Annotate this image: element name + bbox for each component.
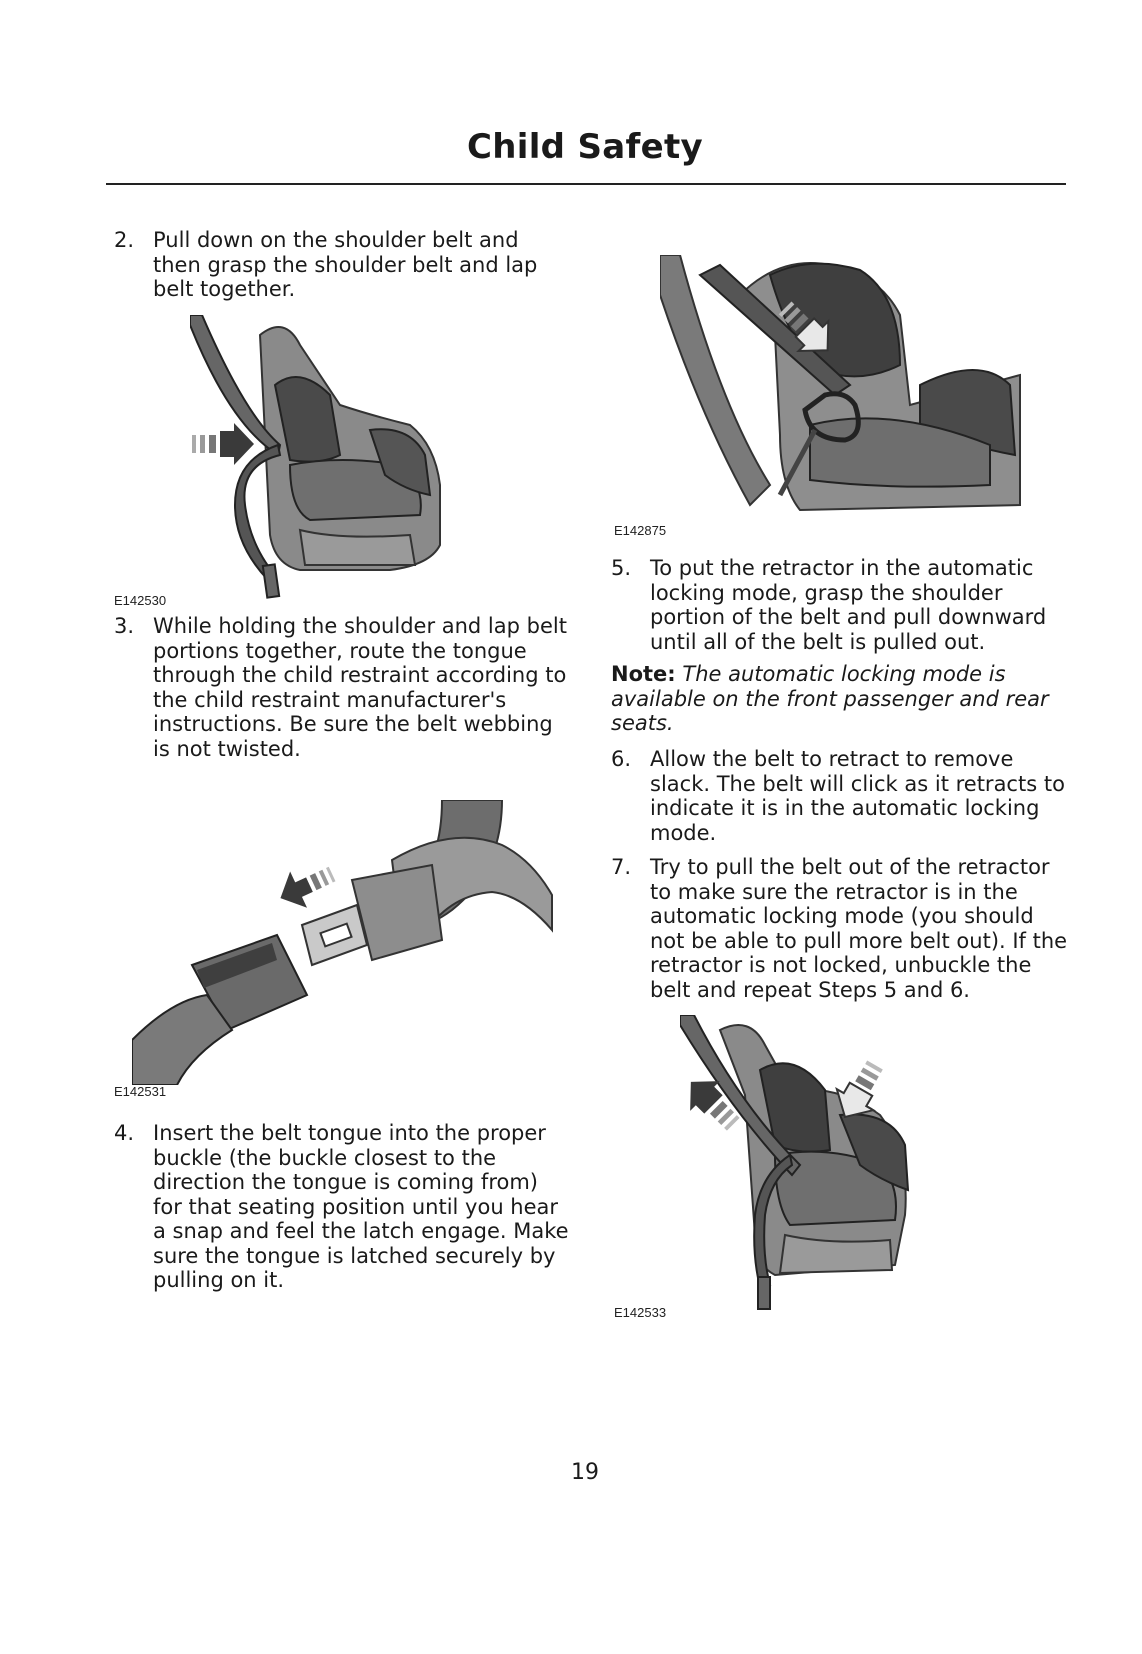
- page-title: Child Safety: [467, 127, 703, 167]
- arrow-icon: [192, 423, 254, 465]
- step-text: Pull down on the shoulder belt and then grasp the shoulder belt and lap belt together.: [153, 228, 538, 301]
- step-number: 2.: [114, 228, 135, 252]
- page-number: 19: [571, 1460, 599, 1485]
- step-text: Try to pull the belt out of the retractor to make sure the retractor is in the automatic locking mode (you should not be able to pull more belt out). If the retractor is not locked, unbuckle the belt and repeat Steps 5 and 6.: [650, 855, 1068, 1002]
- title-divider: [106, 183, 1066, 185]
- child-seat-illustration-2: [660, 255, 1025, 515]
- step-5: [611, 556, 1073, 654]
- child-seat-illustration-1: [190, 315, 460, 615]
- step-number: 6.: [611, 747, 632, 771]
- step-number: 4.: [114, 1121, 135, 1145]
- belt-buckle-illustration: [132, 800, 558, 1085]
- step-7: [611, 855, 1073, 1002]
- note-label: Note:: [611, 662, 676, 686]
- step-text: Insert the belt tongue into the proper buckle (the buckle closest to the direction the tongue is coming from) for that seating position until you hear a snap and feel the latch engage. Make sure the tongue is latched securely by pulling on it.: [153, 1121, 569, 1292]
- step-3: [114, 614, 570, 761]
- note-text: The automatic locking mode is available on the front passenger and rear seats.: [611, 662, 1049, 735]
- step-number: 5.: [611, 556, 632, 580]
- figure-caption: E142875: [614, 523, 667, 538]
- figure-caption: E142533: [614, 1305, 667, 1320]
- arrow-icon: [272, 856, 341, 916]
- note: [611, 662, 1073, 736]
- step-number: 7.: [611, 855, 632, 879]
- figure-caption: E142530: [114, 593, 167, 608]
- figure-caption: E142531: [114, 1084, 167, 1099]
- step-number: 3.: [114, 614, 135, 638]
- step-6: [611, 747, 1073, 845]
- step-text: While holding the shoulder and lap belt portions together, route the tongue through the child restraint according to the child restraint manufacturer's instructions. Be sure the belt webbing is not twisted.: [153, 614, 567, 761]
- step-text: Allow the belt to retract to remove slack. The belt will click as it retracts to indicate it is in the automatic locking mode.: [650, 747, 1065, 845]
- child-seat-illustration-3: [680, 1015, 950, 1315]
- step-4: [114, 1121, 570, 1293]
- step-2: [114, 228, 570, 302]
- step-text: To put the retractor in the automatic locking mode, grasp the shoulder portion of the belt and pull downward until all of the belt is pulled out.: [650, 556, 1047, 654]
